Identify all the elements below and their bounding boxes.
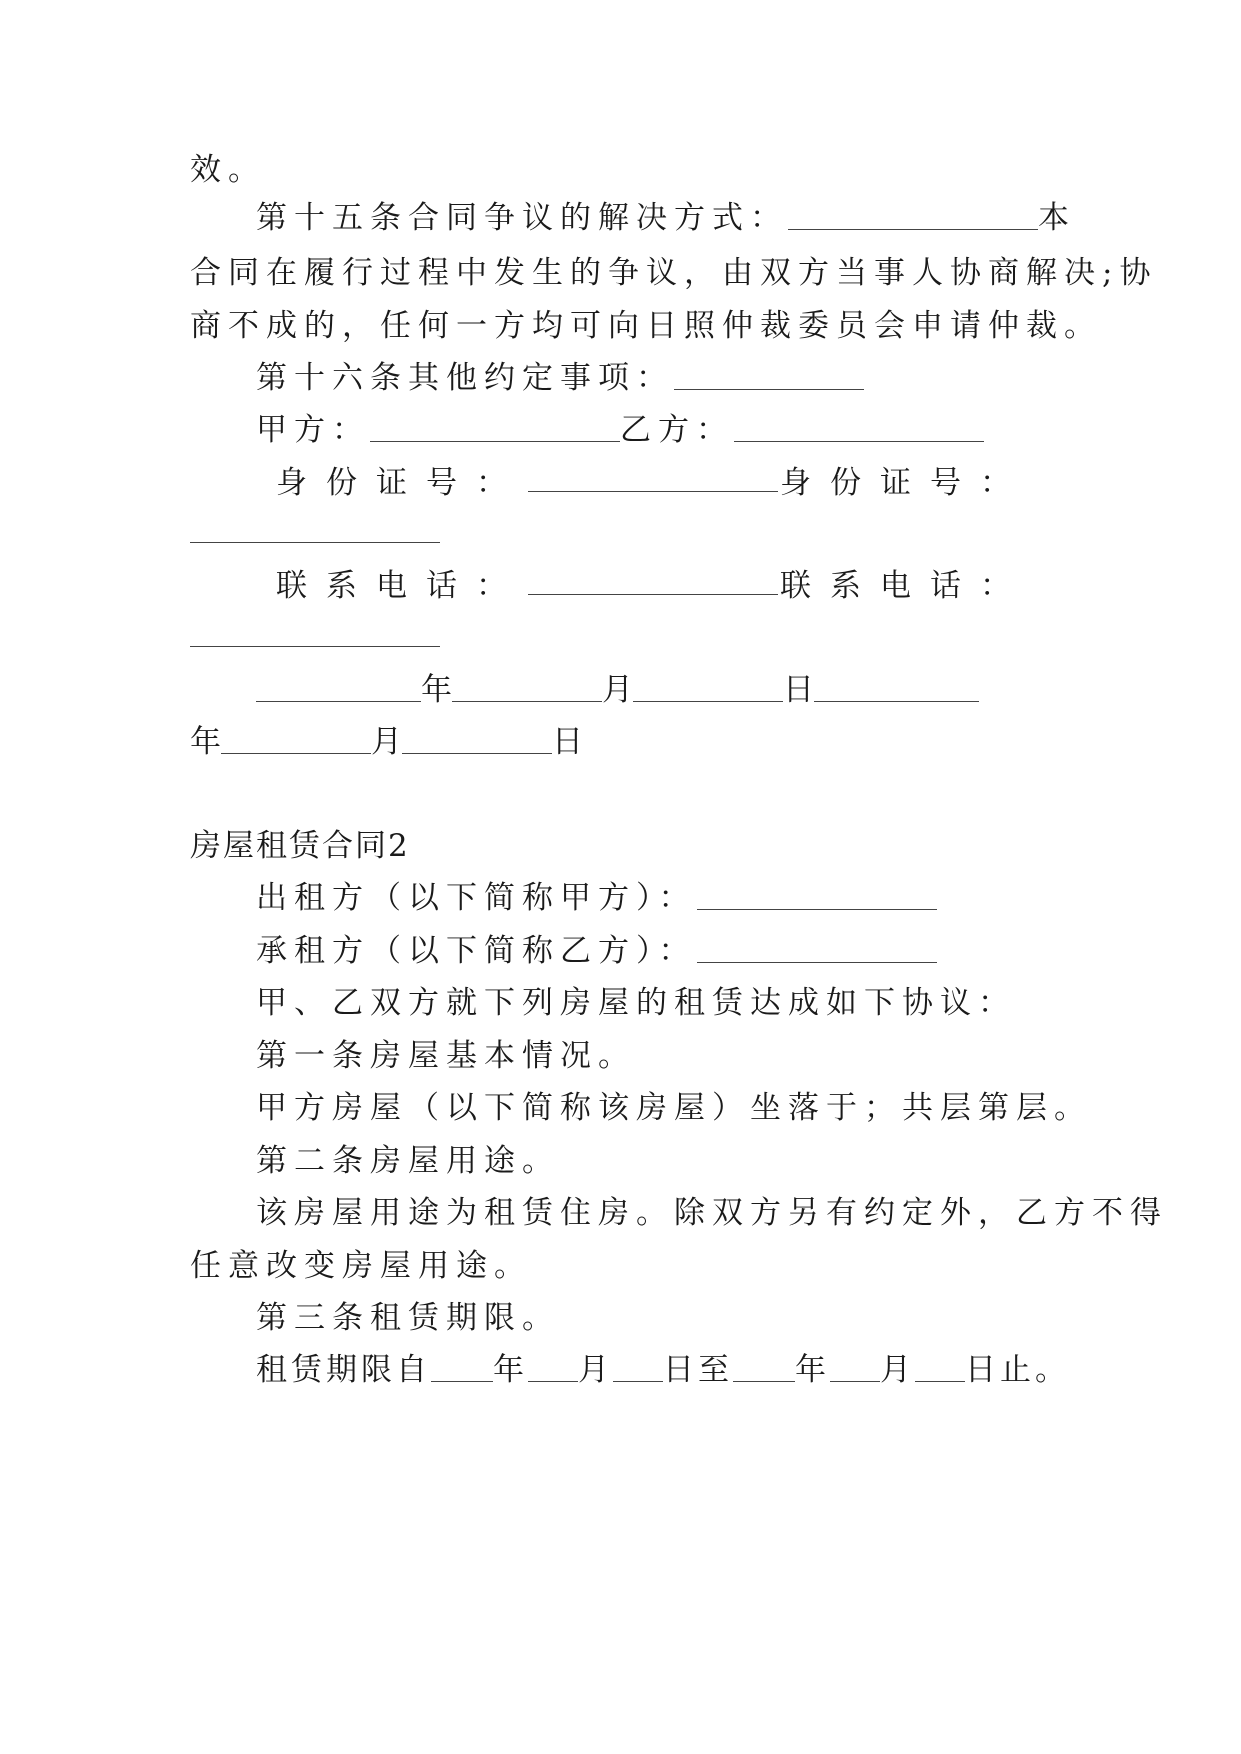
party-a-phone-label: 联系电话： xyxy=(276,568,526,604)
year-label: 年 xyxy=(190,724,221,760)
contract-title: 房屋租赁合同2 xyxy=(190,828,410,864)
dispute-resolution-blank xyxy=(788,203,1038,230)
start-year-blank xyxy=(431,1355,493,1382)
end-year-blank xyxy=(733,1355,795,1382)
lessor-line xyxy=(256,880,937,916)
party-a-phone-blank xyxy=(528,568,778,595)
month-label: 月 xyxy=(578,1352,613,1388)
lease-term-line xyxy=(256,1352,1070,1388)
date-day-blank-2 xyxy=(402,727,552,754)
date-line-b xyxy=(190,724,583,760)
day-to-label: 日至 xyxy=(663,1352,733,1388)
start-month-blank xyxy=(528,1355,578,1382)
start-day-blank xyxy=(613,1355,663,1382)
clause-15-line xyxy=(256,200,1076,236)
text-line: 任意改变房屋用途。 xyxy=(190,1248,532,1284)
date-line-a xyxy=(256,672,979,708)
text-line: 效。 xyxy=(190,152,266,188)
clause-heading: 第三条租赁期限。 xyxy=(256,1300,560,1336)
day-label: 日 xyxy=(552,724,583,760)
party-a-id-label: 身份证号： xyxy=(276,465,526,501)
text-line: 甲方房屋（以下简称该房屋）坐落于；共层第层。 xyxy=(256,1090,1092,1126)
year-label: 年 xyxy=(493,1352,528,1388)
date-month-blank xyxy=(452,675,602,702)
other-matters-blank xyxy=(674,363,864,390)
text-line: 商不成的，任何一方均可向日照仲裁委员会申请仲裁。 xyxy=(190,308,1102,344)
date-year-blank xyxy=(256,675,421,702)
party-b-label: 乙方： xyxy=(620,412,734,448)
party-a-label: 甲方： xyxy=(256,412,370,448)
text-fragment: 本 xyxy=(1038,200,1076,236)
end-day-blank xyxy=(915,1355,965,1382)
clause-15-label: 第十五条合同争议的解决方式： xyxy=(256,200,788,236)
lessor-label: 出租方（以下简称甲方）： xyxy=(256,880,697,916)
year-label: 年 xyxy=(421,672,452,708)
year-label: 年 xyxy=(795,1352,830,1388)
party-b-phone-blank xyxy=(190,645,440,647)
clause-16-line xyxy=(256,360,864,396)
date-day-blank xyxy=(633,675,783,702)
lessee-line xyxy=(256,933,937,969)
month-label: 月 xyxy=(880,1352,915,1388)
month-label: 月 xyxy=(602,672,633,708)
clause-heading: 第二条房屋用途。 xyxy=(256,1143,560,1179)
clause-16-label: 第十六条其他约定事项： xyxy=(256,360,674,396)
date-month-blank-2 xyxy=(221,727,371,754)
text-line: 合同在履行过程中发生的争议，由双方当事人协商解决;协 xyxy=(190,255,1158,291)
id-number-line xyxy=(256,465,1030,501)
text-line: 甲、乙双方就下列房屋的租赁达成如下协议： xyxy=(256,985,1016,1021)
date-year-blank-2 xyxy=(814,675,979,702)
day-end-label: 日止。 xyxy=(965,1352,1070,1388)
party-b-blank xyxy=(734,415,984,442)
party-names-line xyxy=(256,412,984,448)
party-a-id-blank xyxy=(528,465,778,492)
clause-heading: 第一条房屋基本情况。 xyxy=(256,1038,636,1074)
lessor-blank xyxy=(697,883,937,910)
lease-term-label: 租赁期限自 xyxy=(256,1352,431,1388)
party-a-blank xyxy=(370,415,620,442)
phone-line xyxy=(256,568,1030,604)
lessee-label: 承租方（以下简称乙方）： xyxy=(256,933,697,969)
party-b-phone-label: 联系电话： xyxy=(780,568,1030,604)
day-label: 日 xyxy=(783,672,814,708)
lessee-blank xyxy=(697,936,937,963)
party-b-id-blank xyxy=(190,541,440,543)
party-b-id-label: 身份证号： xyxy=(780,465,1030,501)
end-month-blank xyxy=(830,1355,880,1382)
month-label: 月 xyxy=(371,724,402,760)
text-line: 该房屋用途为租赁住房。除双方另有约定外，乙方不得 xyxy=(256,1195,1168,1231)
